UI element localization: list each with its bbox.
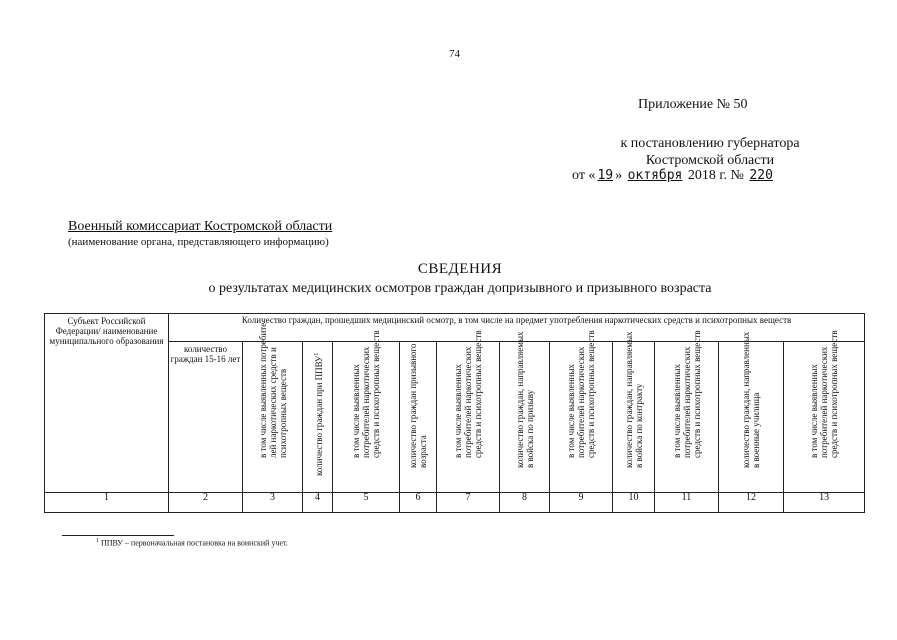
col-number-6: 6 [400, 493, 437, 513]
organization-caption: (наименование органа, представляющего информацию) [68, 236, 329, 248]
col-number-4: 4 [303, 493, 333, 513]
header-col-5-text: в том числе выявленных потребителей наркотических средств и психотропных веществ [351, 330, 381, 458]
header-group: Количество граждан, прошедших медицинский осмотр, в том числе на предмет употребления наркотических средств и психотропных веществ [169, 314, 865, 342]
date-mid: » [615, 168, 623, 183]
header-col-12 [719, 331, 784, 493]
date-year: 2018 г. № [687, 168, 744, 183]
document-subtitle: о результатах медицинских осмотров граждан допризывного и призывного возраста [208, 281, 712, 296]
footnote-ref: 1 [313, 352, 320, 356]
header-col-4-text [312, 336, 324, 476]
header-col-13 [784, 330, 865, 493]
organization-name: Военный комиссариат Костромской области [68, 219, 333, 234]
date-month: октября [627, 168, 683, 183]
page-number: 74 [449, 48, 460, 60]
header-col-3 [243, 322, 303, 493]
col-number-9: 9 [550, 493, 613, 513]
column-number-row [45, 493, 865, 513]
report-table [44, 313, 865, 513]
header-col-2: количество граждан 15-16 лет [169, 342, 243, 493]
header-col-11 [655, 330, 719, 493]
header-col-10 [613, 331, 655, 493]
header-col-5 [333, 330, 400, 493]
col-number-10: 10 [613, 493, 655, 513]
header-col-10-text: количество граждан, направляемых в войска по контракту [623, 331, 644, 468]
resolution-reference [560, 135, 860, 169]
header-col-9 [550, 330, 613, 493]
header-subject: Субъект Российской Федерации/ наименование муниципального образования [45, 314, 169, 493]
header-col-12-text: количество граждан, направленных в военные училища [741, 331, 761, 468]
header-col-4-label: количество граждан при ППВУ [313, 355, 324, 476]
col-number-5: 5 [333, 493, 400, 513]
resolution-date-line [572, 168, 775, 184]
date-day: 19 [597, 168, 614, 183]
col-number-12: 12 [719, 493, 784, 513]
header-col-8-text: количество граждан, направляемых в войска по призыву [514, 331, 535, 468]
col-number-7: 7 [437, 493, 500, 513]
footnote-text: ППВУ – первоначальная постановка на воинский учет. [101, 538, 288, 548]
header-col-13-text: в том числе выявленных потребителей наркотических средств и психотропных веществ [809, 330, 840, 458]
resolution-number: 220 [749, 168, 773, 183]
header-col-7 [437, 330, 500, 493]
date-prefix: от « [572, 168, 596, 183]
header-col-8 [500, 331, 550, 493]
header-col-6 [400, 342, 437, 493]
header-col-4 [303, 342, 333, 493]
col-number-3: 3 [243, 493, 303, 513]
header-col-11-text: в том числе выявленных потребителей наркотических средств и психотропных веществ [671, 330, 702, 458]
header-col-9-text: в том числе выявленных потребителей наркотических средств и психотропных веществ [566, 330, 596, 458]
resolution-line-1: к постановлению губернатора [620, 136, 800, 151]
col-number-11: 11 [655, 493, 719, 513]
document-title: СВЕДЕНИЯ [417, 261, 503, 277]
footnote-separator [62, 535, 174, 536]
header-col-3-text: в том числе выявленных потребите лей наркотических средств и психотропных веществ [257, 322, 288, 458]
header-col-6-text: количество граждан призывного возраста [408, 343, 428, 468]
col-number-13: 13 [784, 493, 865, 513]
footnote-mark: 1 [96, 538, 99, 544]
header-col-7-text: в том числе выявленных потребителей наркотических средств и психотропных веществ [453, 330, 483, 458]
col-number-2: 2 [169, 493, 243, 513]
col-number-1: 1 [45, 493, 169, 513]
col-number-8: 8 [500, 493, 550, 513]
resolution-line-2: Костромской области [645, 153, 775, 168]
footnote [96, 538, 288, 548]
appendix-title: Приложение № 50 [638, 97, 748, 112]
